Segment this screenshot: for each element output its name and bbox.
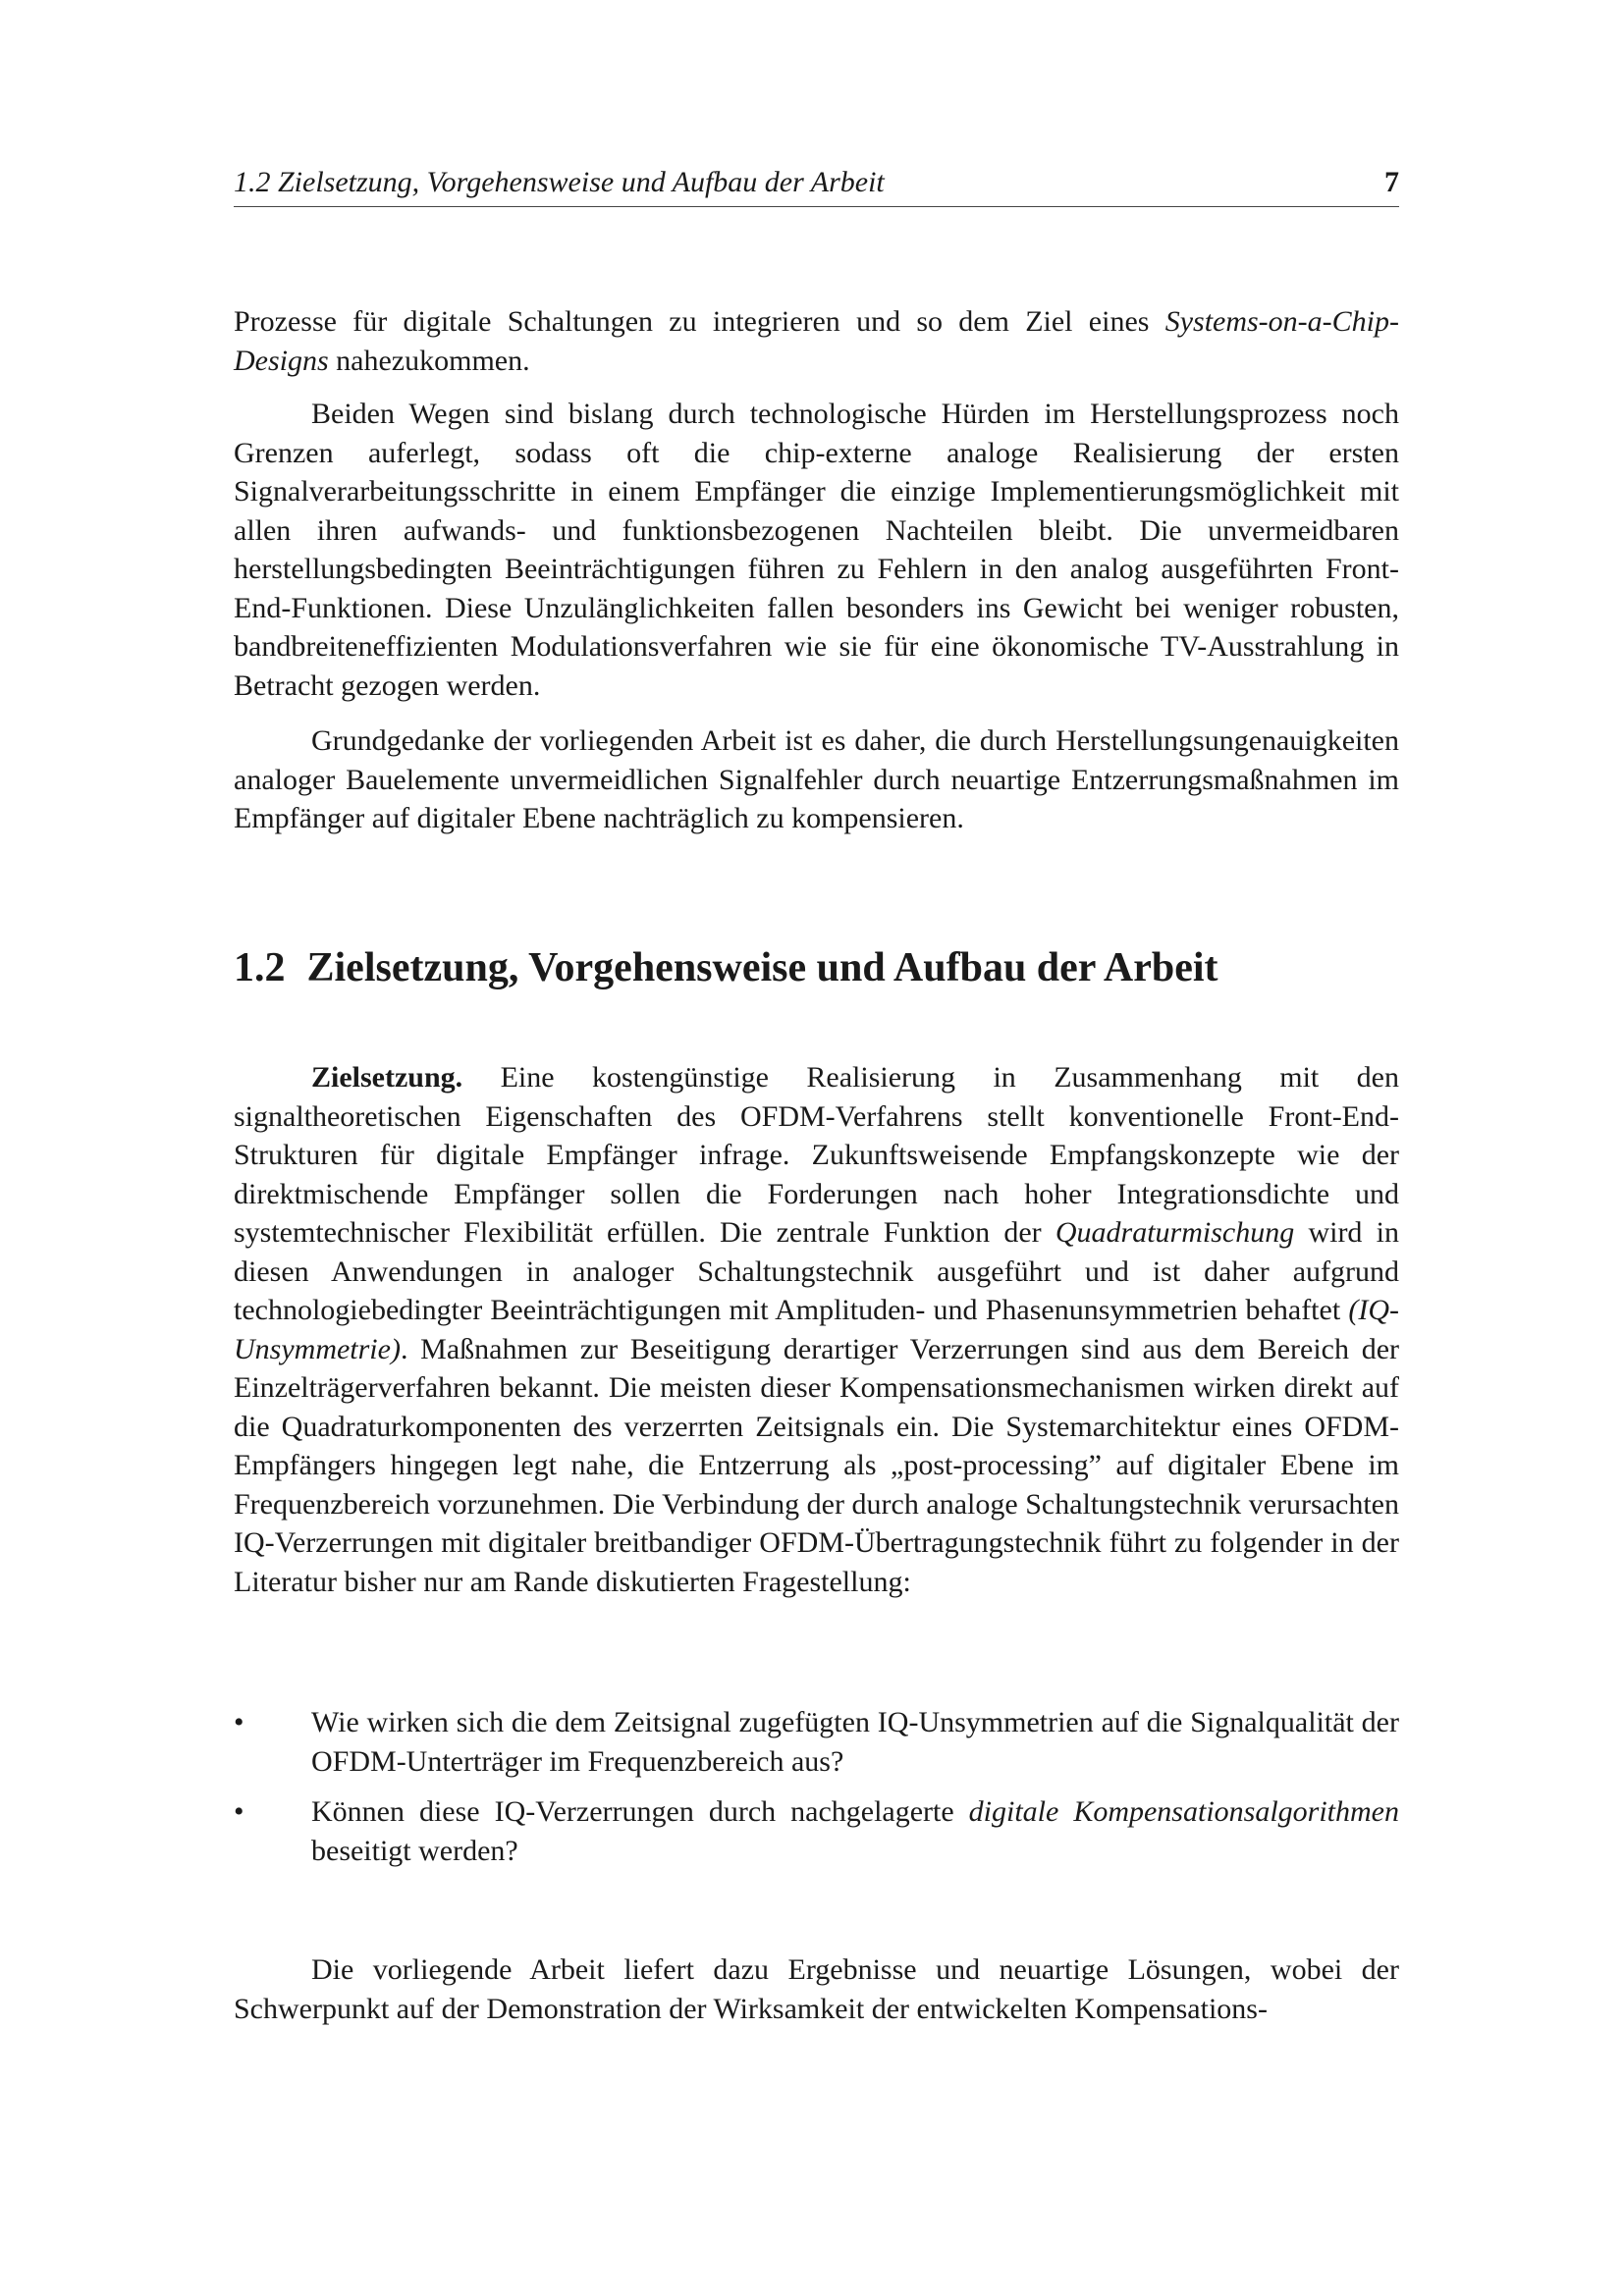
- bullet-icon: •: [234, 1706, 244, 1738]
- running-header: [234, 163, 1399, 207]
- paragraph-1-text-a: Prozesse für digitale Schaltungen zu integrieren und so dem Ziel eines: [234, 305, 1165, 338]
- question-2-text-a: Können diese IQ-Verzerrungen durch nachgelagerte: [311, 1795, 969, 1828]
- section-title: Zielsetzung, Vorgehensweise und Aufbau der Arbeit: [306, 945, 1218, 990]
- question-1-text: Wie wirken sich die dem Zeitsignal zugefügten IQ-Unsymmetrien auf die Signalqualität der OFDM-Unterträger im Frequenzbereich aus?: [311, 1706, 1399, 1778]
- paragraph-3: Grundgedanke der vorliegenden Arbeit ist es daher, die durch Herstellungsungenauigkeiten analoger Bauelemente unvermeidlichen Signalfehler durch neuartige Entzerrungsmaßnahmen im Empfänger auf digitaler Ebene nachträglich zu kompensieren.: [234, 724, 1399, 834]
- question-2-text-b: beseitigt werden?: [311, 1834, 518, 1867]
- zielsetzung-run-in-heading: Zielsetzung.: [311, 1061, 463, 1094]
- question-list: [234, 1703, 1399, 1882]
- bullet-icon: •: [234, 1795, 244, 1828]
- section-number: 1.2: [234, 945, 286, 990]
- list-item: [234, 1703, 1399, 1781]
- question-2-italic: digitale Kompensationsalgorithmen: [968, 1795, 1399, 1828]
- closing-paragraph: Die vorliegende Arbeit liefert dazu Ergebnisse und neuartige Lösungen, wobei der Schwerpunkt auf der Demonstration der Wirksamkeit der entwickelten Kompensations-: [234, 1953, 1399, 2025]
- section-heading: [234, 940, 1218, 995]
- paragraph-1: [234, 302, 1399, 380]
- zielsetzung-text-c: . Maßnahmen zur Beseitigung derartiger Verzerrungen sind aus dem Bereich der Einzelträgerverfahren bekannt. Die meisten dieser Kompensationsmechanismen wirken direkt auf die Quadraturkomponenten des verzerrten Zeitsignals ein. Die Systemarchitektur eines OFDM-Empfängers hingegen legt nahe, die Entzerrung als „post-processing” auf digitaler Ebene im Frequenzbereich vorzunehmen. Die Verbindung der durch analoge Schaltungstechnik verursachten IQ-Verzerrungen mit digitaler breitbandiger OFDM-Übertragungstechnik führt zu folgender in der Literatur bisher nur am Rande diskutierten Fragestellung:: [234, 1332, 1399, 1598]
- paragraph-2: Beiden Wegen sind bislang durch technologische Hürden im Herstellungsprozess noch Grenzen auferlegt, sodass oft die chip-externe analoge Realisierung der ersten Signalverarbeitungsschritte in einem Empfänger die einzige Implementierungsmöglichkeit mit allen ihren aufwands- und funktionsbezogenen Nachteilen bleibt. Die unvermeidbaren herstellungsbedingten Beeinträchtigungen führen zu Fehlern in den analog ausgeführten Front-End-Funktionen. Diese Unzulänglichkeiten fallen besonders ins Gewicht bei weniger robusten, bandbreiteneffizienten Modulationsverfahren wie sie für eine ökonomische TV-Ausstrahlung in Betracht gezogen werden.: [234, 398, 1399, 702]
- paragraph-1-italic: Systems-on-a-Chip-Designs: [234, 305, 1399, 377]
- zielsetzung-italic-a: Quadraturmischung: [1055, 1216, 1295, 1249]
- page-number: 7: [1384, 166, 1399, 198]
- running-title: 1.2 Zielsetzung, Vorgehensweise und Aufbau der Arbeit: [234, 166, 885, 198]
- paragraph-1-text-b: nahezukommen.: [328, 344, 530, 377]
- zielsetzung-italic-b: (IQ-Unsymmetrie): [234, 1294, 1399, 1365]
- zielsetzung-text-b: wird in diesen Anwendungen in analoger Schaltungstechnik ausgeführt und ist daher aufgrund technologiebedingter Beeinträchtigungen mit Amplituden- und Phasenunsymmetrien behaftet: [234, 1216, 1399, 1326]
- list-item: [234, 1792, 1399, 1870]
- zielsetzung-paragraph: [234, 1058, 1399, 1601]
- zielsetzung-text-a: Eine kostengünstige Realisierung in Zusammenhang mit den signaltheoretischen Eigenschaften des OFDM-Verfahrens stellt konventionelle Front-End-Strukturen für digitale Empfänger infrage. Zukunftsweisende Empfangskonzepte wie der direktmischende Empfänger sollen die Forderungen nach hoher Integrationsdichte und systemtechnischer Flexibilität erfüllen. Die zentrale Funktion der: [234, 1061, 1399, 1249]
